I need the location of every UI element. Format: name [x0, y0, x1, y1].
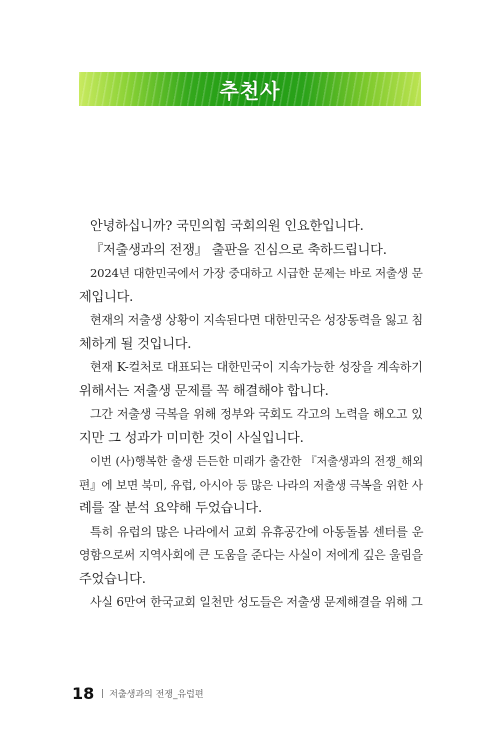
title-banner	[79, 72, 421, 106]
text-line: 『저출생과의 전쟁』 출판을 진심으로 축하드립니다.	[90, 242, 387, 258]
page-number: 18	[72, 683, 95, 703]
text-line: 주었습니다.	[79, 571, 146, 587]
text-line: 지만 그 성과가 미미한 것이 사실입니다.	[79, 430, 304, 446]
text-line: 영함으로써 지역사회에 큰 도움을 준다는 사실이 저에게 깊은 울림을	[79, 548, 423, 562]
text-line: 그간 저출생 극복을 위해 정부와 국회도 각고의 노력을 해오고 있	[90, 407, 423, 421]
text-line: 이번 (사)행복한 출생 든든한 미래가 출간한 『저출생과의 전쟁_해외	[90, 454, 424, 468]
running-title: 저출생과의 전쟁_유럽편	[109, 689, 204, 700]
text-line: 특히 유럽의 많은 나라에서 교회 유휴공간에 아동돌봄 센터를 운	[90, 524, 424, 539]
page-title: 추천사	[219, 78, 281, 103]
text-line: 체하게 될 것입니다.	[79, 336, 192, 352]
text-line: 제입니다.	[79, 289, 134, 305]
text-line: 안녕하십니까? 국민의힘 국회의원 인요한입니다.	[90, 219, 364, 234]
text-line: 2024년 대한민국에서 가장 중대하고 시급한 문제는 바로 저출생 문	[90, 266, 423, 280]
body-text	[79, 215, 423, 615]
footer-divider	[102, 689, 103, 698]
text-line: 사실 6만여 한국교회 일천만 성도들은 저출생 문제해결을 위해 그	[90, 595, 423, 609]
text-line: 편』에 보면 북미, 유럽, 아시아 등 많은 나라의 저출생 극복을 위한 사	[79, 477, 423, 492]
page-footer	[72, 683, 204, 703]
text-line: 위해서는 저출생 문제를 꼭 해결해야 합니다.	[79, 383, 329, 399]
text-line: 현재 K-컬처로 대표되는 대한민국이 지속가능한 성장을 계속하기	[90, 360, 423, 374]
text-line: 례를 잘 분석 요약해 두었습니다.	[79, 501, 262, 516]
text-line: 현재의 저출생 상황이 지속된다면 대한민국은 성장동력을 잃고 침	[90, 313, 423, 327]
